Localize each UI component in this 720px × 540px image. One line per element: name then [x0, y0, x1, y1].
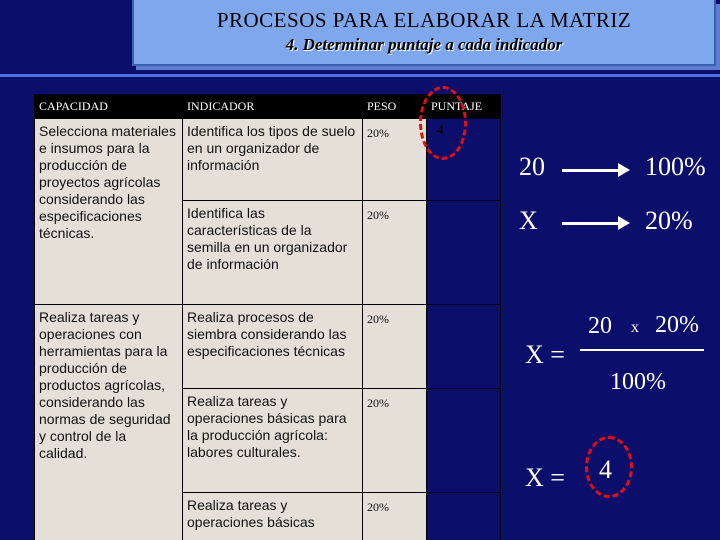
score-value: 4 [427, 119, 500, 138]
proportion-right-1: 100% [645, 152, 706, 181]
header-indicador: INDICADOR [183, 95, 363, 119]
indicator-cell: Identifica los tipos de suelo en un organizador de información [183, 119, 363, 201]
indicator-cell: Realiza procesos de siembra considerando las especificaciones técnicas [183, 305, 363, 389]
formula-lhs: X = [525, 340, 565, 369]
score-cell [427, 201, 501, 305]
score-cell [427, 305, 501, 389]
indicator-cell: Realiza tareas y operaciones básicas [183, 493, 363, 540]
divider-line [0, 74, 720, 77]
highlight-ring-score [419, 86, 467, 160]
numerator-operator: x [631, 319, 639, 336]
header-puntaje: PUNTAJE [427, 95, 501, 119]
arrow-right-icon [562, 222, 620, 225]
header-capacidad: CAPACIDAD [35, 95, 183, 119]
numerator-a: 20 [588, 313, 612, 339]
proportion-left-2: X [519, 206, 538, 235]
denominator: 100% [610, 369, 666, 395]
proportion-right-2: 20% [645, 206, 693, 235]
proportion-left-1: 20 [519, 152, 545, 181]
indicator-cell: Identifica las características de la semilla en un organizador de información [183, 201, 363, 305]
result-lhs: X = [525, 463, 565, 492]
arrow-right-icon [562, 169, 620, 172]
evaluation-matrix-table [34, 94, 501, 540]
numerator-b: 20% [655, 312, 699, 338]
indicator-cell: Realiza tareas y operaciones básicas para la producción agrícola: labores culturales. [183, 389, 363, 493]
header-peso: PESO [363, 95, 427, 119]
weight-cell: 20% [363, 493, 427, 540]
slide-title-box [132, 0, 716, 66]
score-cell [427, 389, 501, 493]
fraction-line [580, 349, 704, 351]
capacity-cell: Realiza tareas y operaciones con herramientas para la producción de productos agrícolas, considerando las normas de seguridad y control de la calidad. [35, 305, 183, 540]
slide-title: PROCESOS PARA ELABORAR LA MATRIZ [216, 8, 632, 32]
weight-cell: 20% [363, 389, 427, 493]
weight-cell: 20% [363, 305, 427, 389]
result-value: 4 [599, 455, 612, 484]
table-row [35, 305, 501, 389]
highlight-ring-result [585, 436, 633, 498]
slide-subtitle: 4. Determinar puntaje a cada indicador [285, 35, 563, 54]
weight-cell: 20% [363, 201, 427, 305]
weight-cell: 20% [363, 119, 427, 201]
capacity-cell: Selecciona materiales e insumos para la producción de proyectos agrícolas considerando las especificaciones técnicas. [35, 119, 183, 305]
score-cell [427, 493, 501, 540]
